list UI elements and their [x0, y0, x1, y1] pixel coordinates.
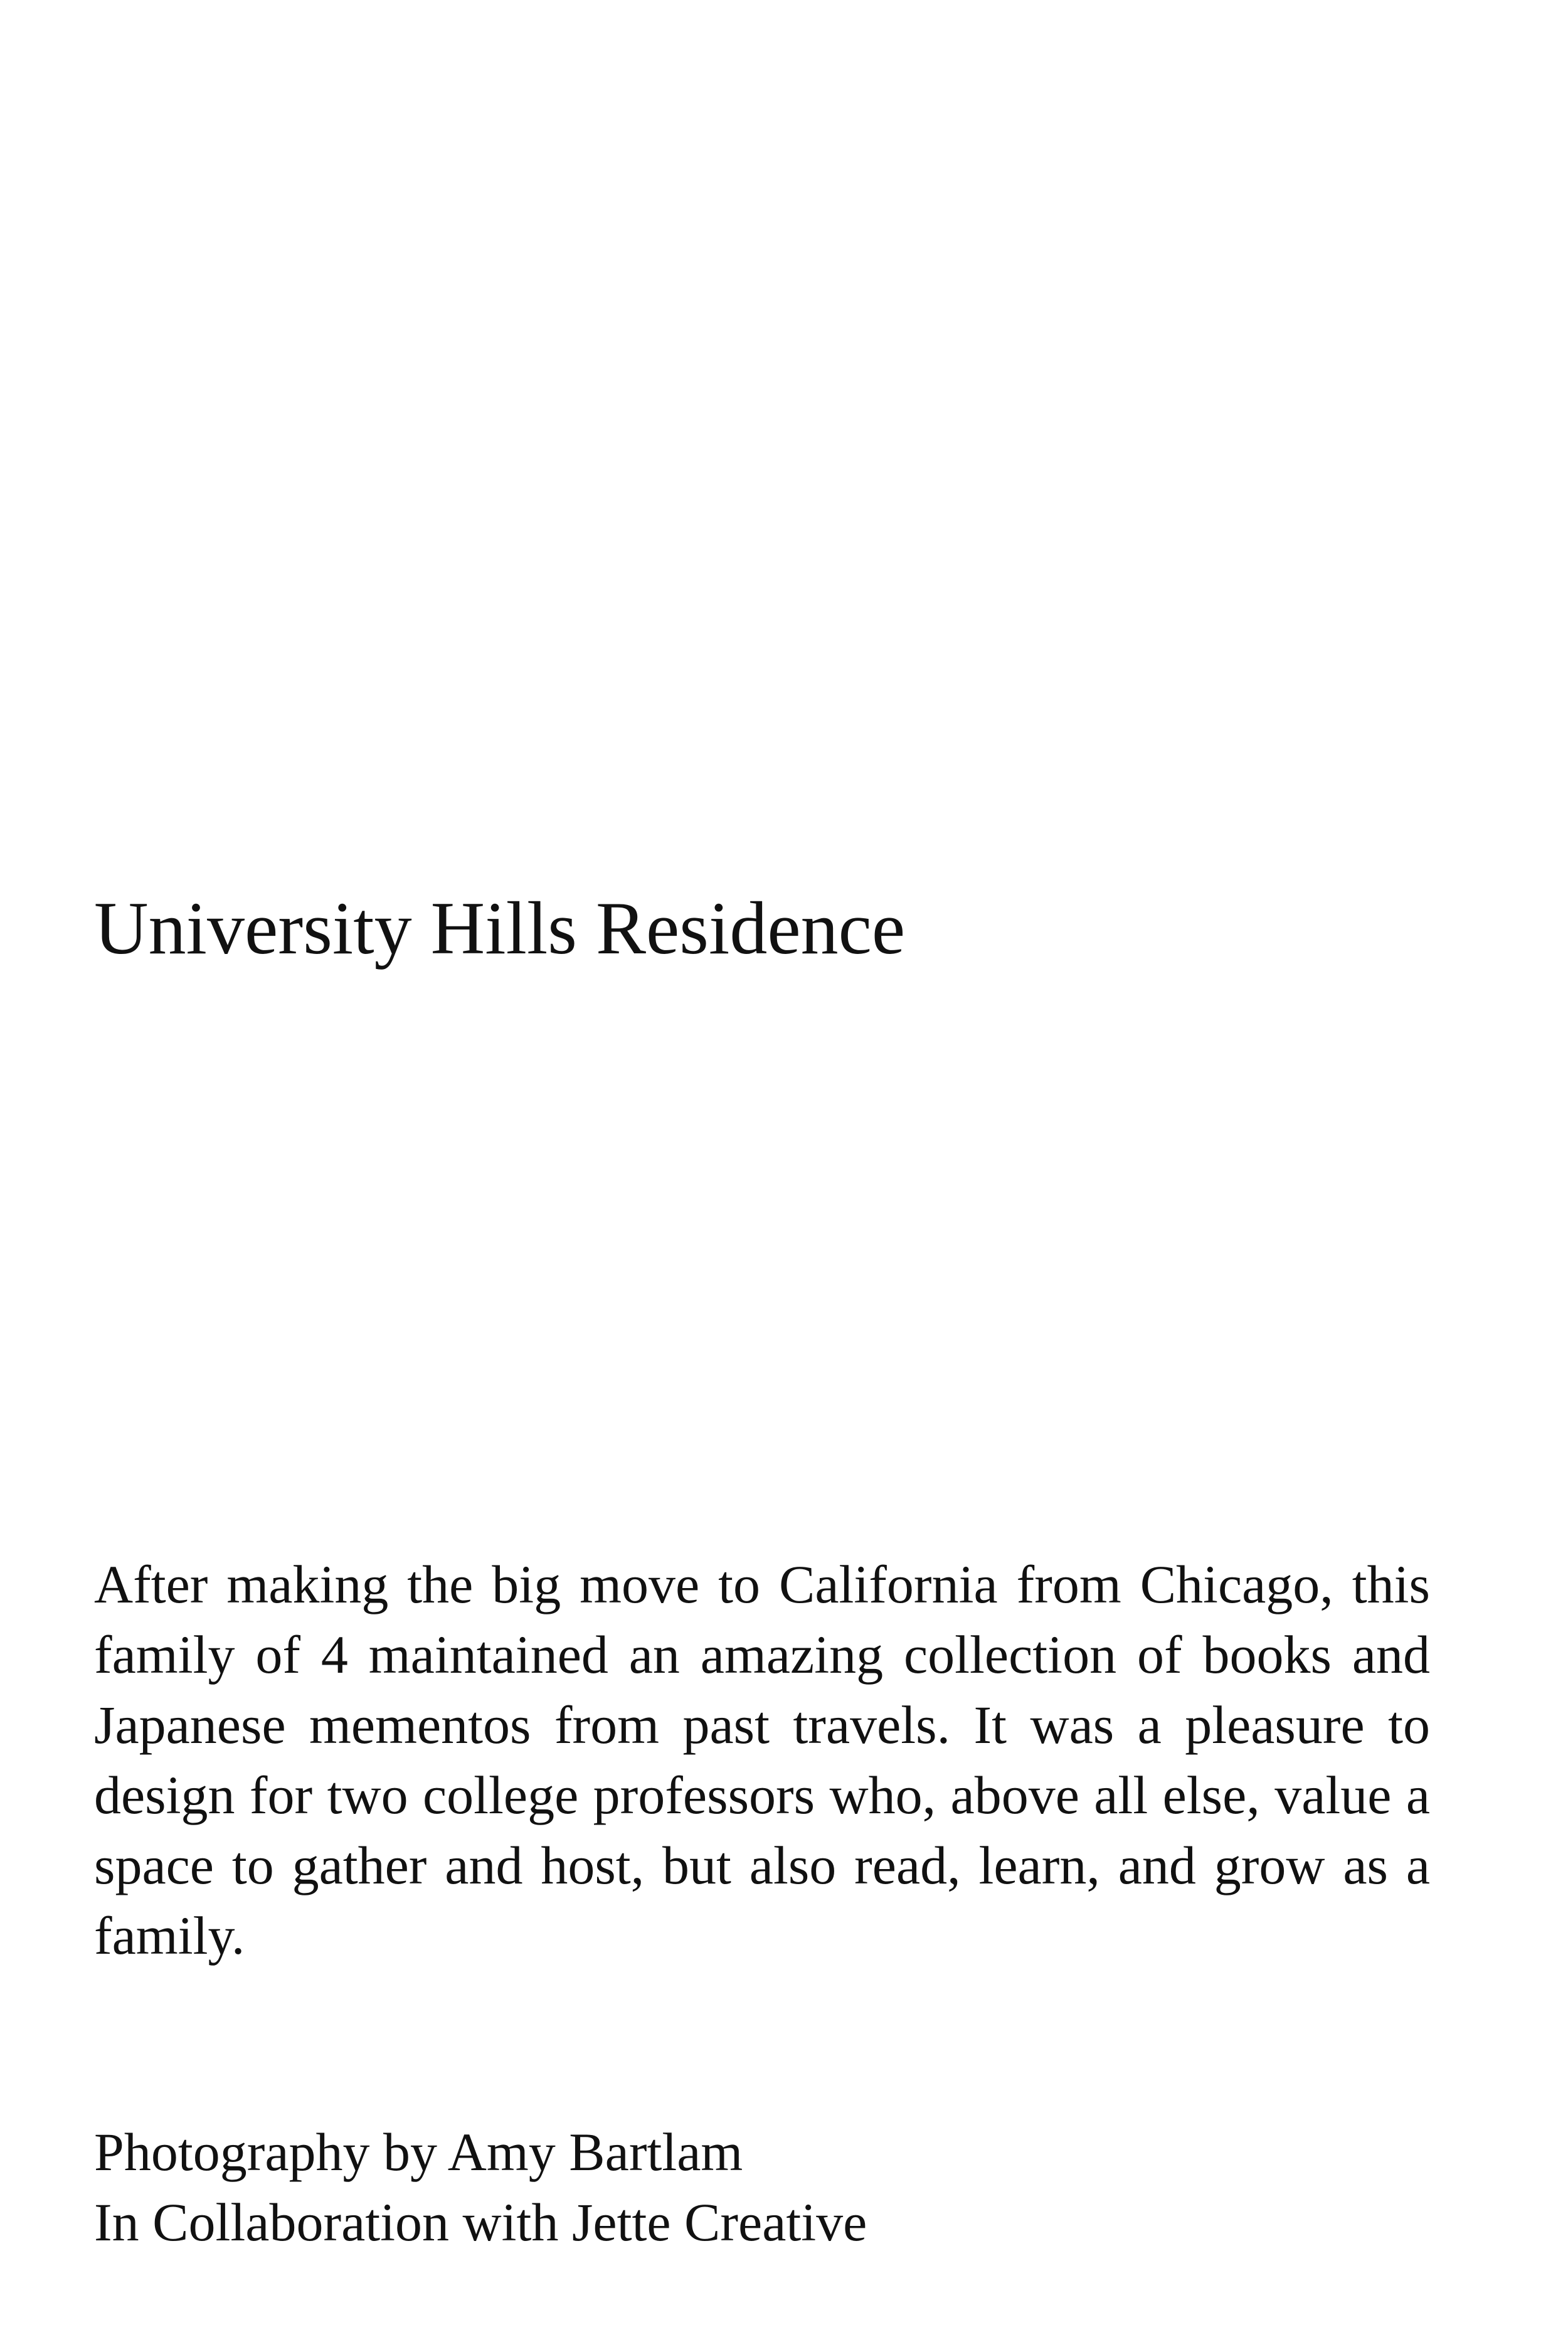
collaboration-credit: In Collaboration with Jette Creative — [94, 2192, 867, 2252]
photography-credit: Photography by Amy Bartlam — [94, 2122, 743, 2182]
project-description: After making the big move to California from Chicago, this family of 4 maintained an amazing collection of books and Japanese mementos from past travels. It was a pleasure to design for two college professors who, above all else, value a space to gather and host, but also read, learn, and grow as a family. — [94, 1554, 1430, 1966]
project-credits — [94, 2117, 867, 2257]
project-title: University Hills Residence — [94, 886, 906, 970]
